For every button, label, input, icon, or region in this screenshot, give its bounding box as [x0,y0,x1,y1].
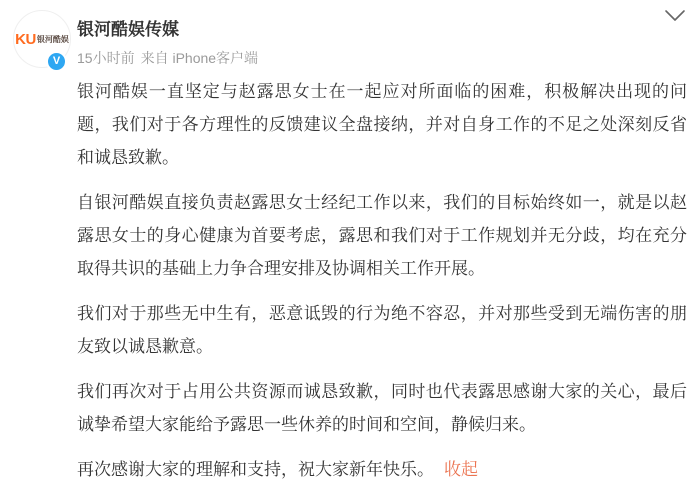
post-paragraph: 银河酷娱一直坚定与赵露思女士在一起应对所面临的困难，积极解决出现的问题，我们对于各方理性的反馈建议全盘接纳，并对自身工作的不足之处深刻反省和诚恳致歉。 [77,82,687,167]
avatar-logo-text: 银河酷娱 [36,34,69,44]
post-content [0,67,700,486]
post-source[interactable]: 来自 iPhone客户端 [140,50,259,66]
post-meta [77,49,660,67]
avatar-logo-ku: KU [15,30,36,48]
verified-badge-icon: V [46,51,67,72]
post-closing-paragraph [77,453,687,486]
closing-text: 再次感谢大家的理解和支持，祝大家新年快乐。 [77,460,434,479]
collapse-link[interactable]: 收起 [444,460,478,479]
post-header [0,0,700,67]
post-paragraph: 我们再次对于占用公共资源而诚恳致歉，同时也代表露思感谢大家的关心，最后诚挚希望大家能给予露思一些休养的时间和空间，静候归来。 [77,382,687,434]
chevron-down-icon[interactable] [664,8,686,24]
post-timestamp[interactable]: 15小时前 [77,50,135,66]
avatar[interactable] [13,10,71,68]
post-paragraph: 我们对于那些无中生有，恶意诋毁的行为绝不容忍，并对那些受到无端伤害的朋友致以诚恳歉意。 [77,304,687,356]
post-paragraph: 自银河酷娱直接负责赵露思女士经纪工作以来，我们的目标始终如一，就是以赵露思女士的身心健康为首要考虑，露思和我们对于工作规划并无分歧，均在充分取得共识的基础上力争合理安排及协调相关工作开展。 [77,193,687,278]
author-name[interactable]: 银河酷娱传媒 [77,20,179,39]
